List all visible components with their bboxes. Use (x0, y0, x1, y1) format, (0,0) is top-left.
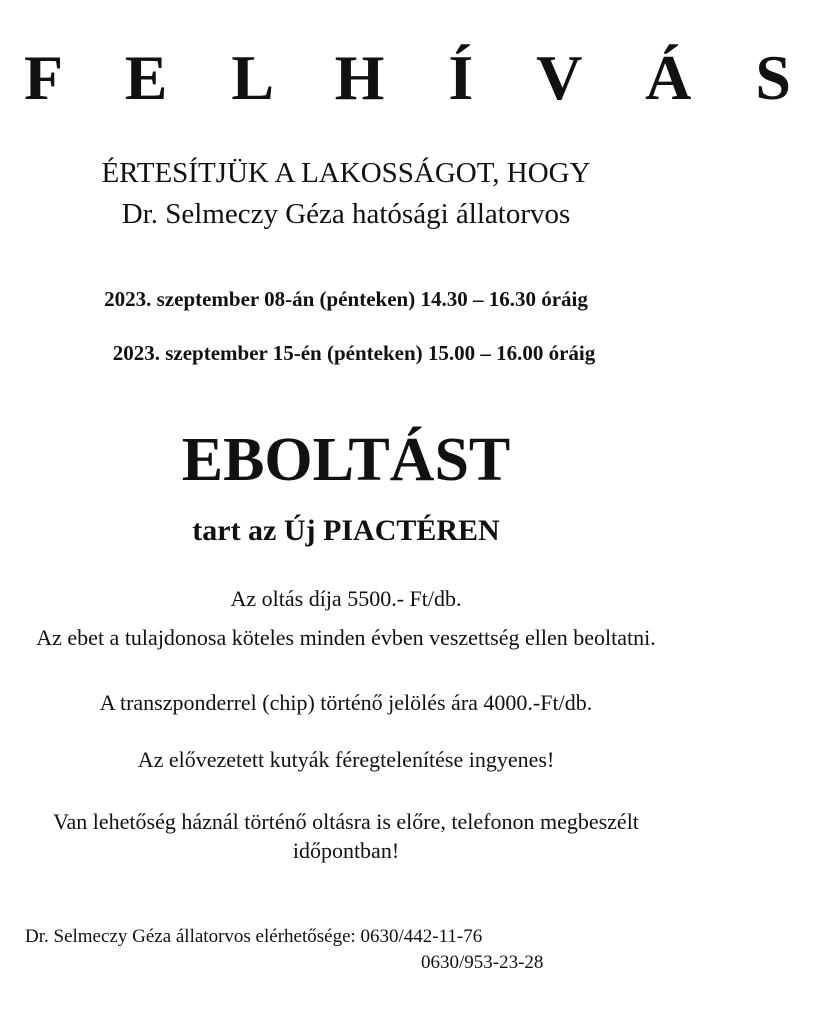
phone-number-2: 0630/953-23-28 (421, 952, 544, 973)
intro-line-1: ÉRTESÍTJÜK A LAKOSSÁGOT, HOGY (101, 157, 591, 189)
obligation-paragraph: Az ebet a tulajdonosa köteles minden évben veszettség ellen beoltatni. (36, 625, 656, 650)
date-line-1: 2023. szeptember 08-án (pénteken) 14.30 – 16.30 óráig (104, 287, 588, 311)
contact-row-1 (25, 924, 665, 950)
contact-block (25, 924, 665, 976)
intro-line-2: Dr. Selmeczy Géza hatósági állatorvos (121, 198, 571, 230)
chip-price-line: A transzponderrel (chip) történő jelölés ára 4000.-Ft/db. (99, 690, 593, 715)
deworming-line: Az elővezetett kutyák féregtelenítése ingyenes! (137, 747, 555, 772)
date-line-2: 2023. szeptember 15-én (pénteken) 15.00 – 16.00 óráig (112, 341, 596, 365)
contact-label: Dr. Selmeczy Géza állatorvos elérhetősége: (25, 926, 356, 947)
home-visit-paragraph: Van lehetőség háznál történő oltásra is előre, telefonon megbeszélt időpontban! (53, 809, 639, 863)
phone-number-1: 0630/442-11-76 (360, 926, 483, 947)
contact-row-2 (25, 950, 665, 976)
fee-line: Az oltás díja 5500.- Ft/db. (230, 586, 462, 611)
location-line: tart az Új PIACTÉREN (192, 514, 500, 547)
headline: EBOLTÁST (181, 426, 511, 494)
notice-title: F E L H Í V Á S (24, 42, 815, 113)
